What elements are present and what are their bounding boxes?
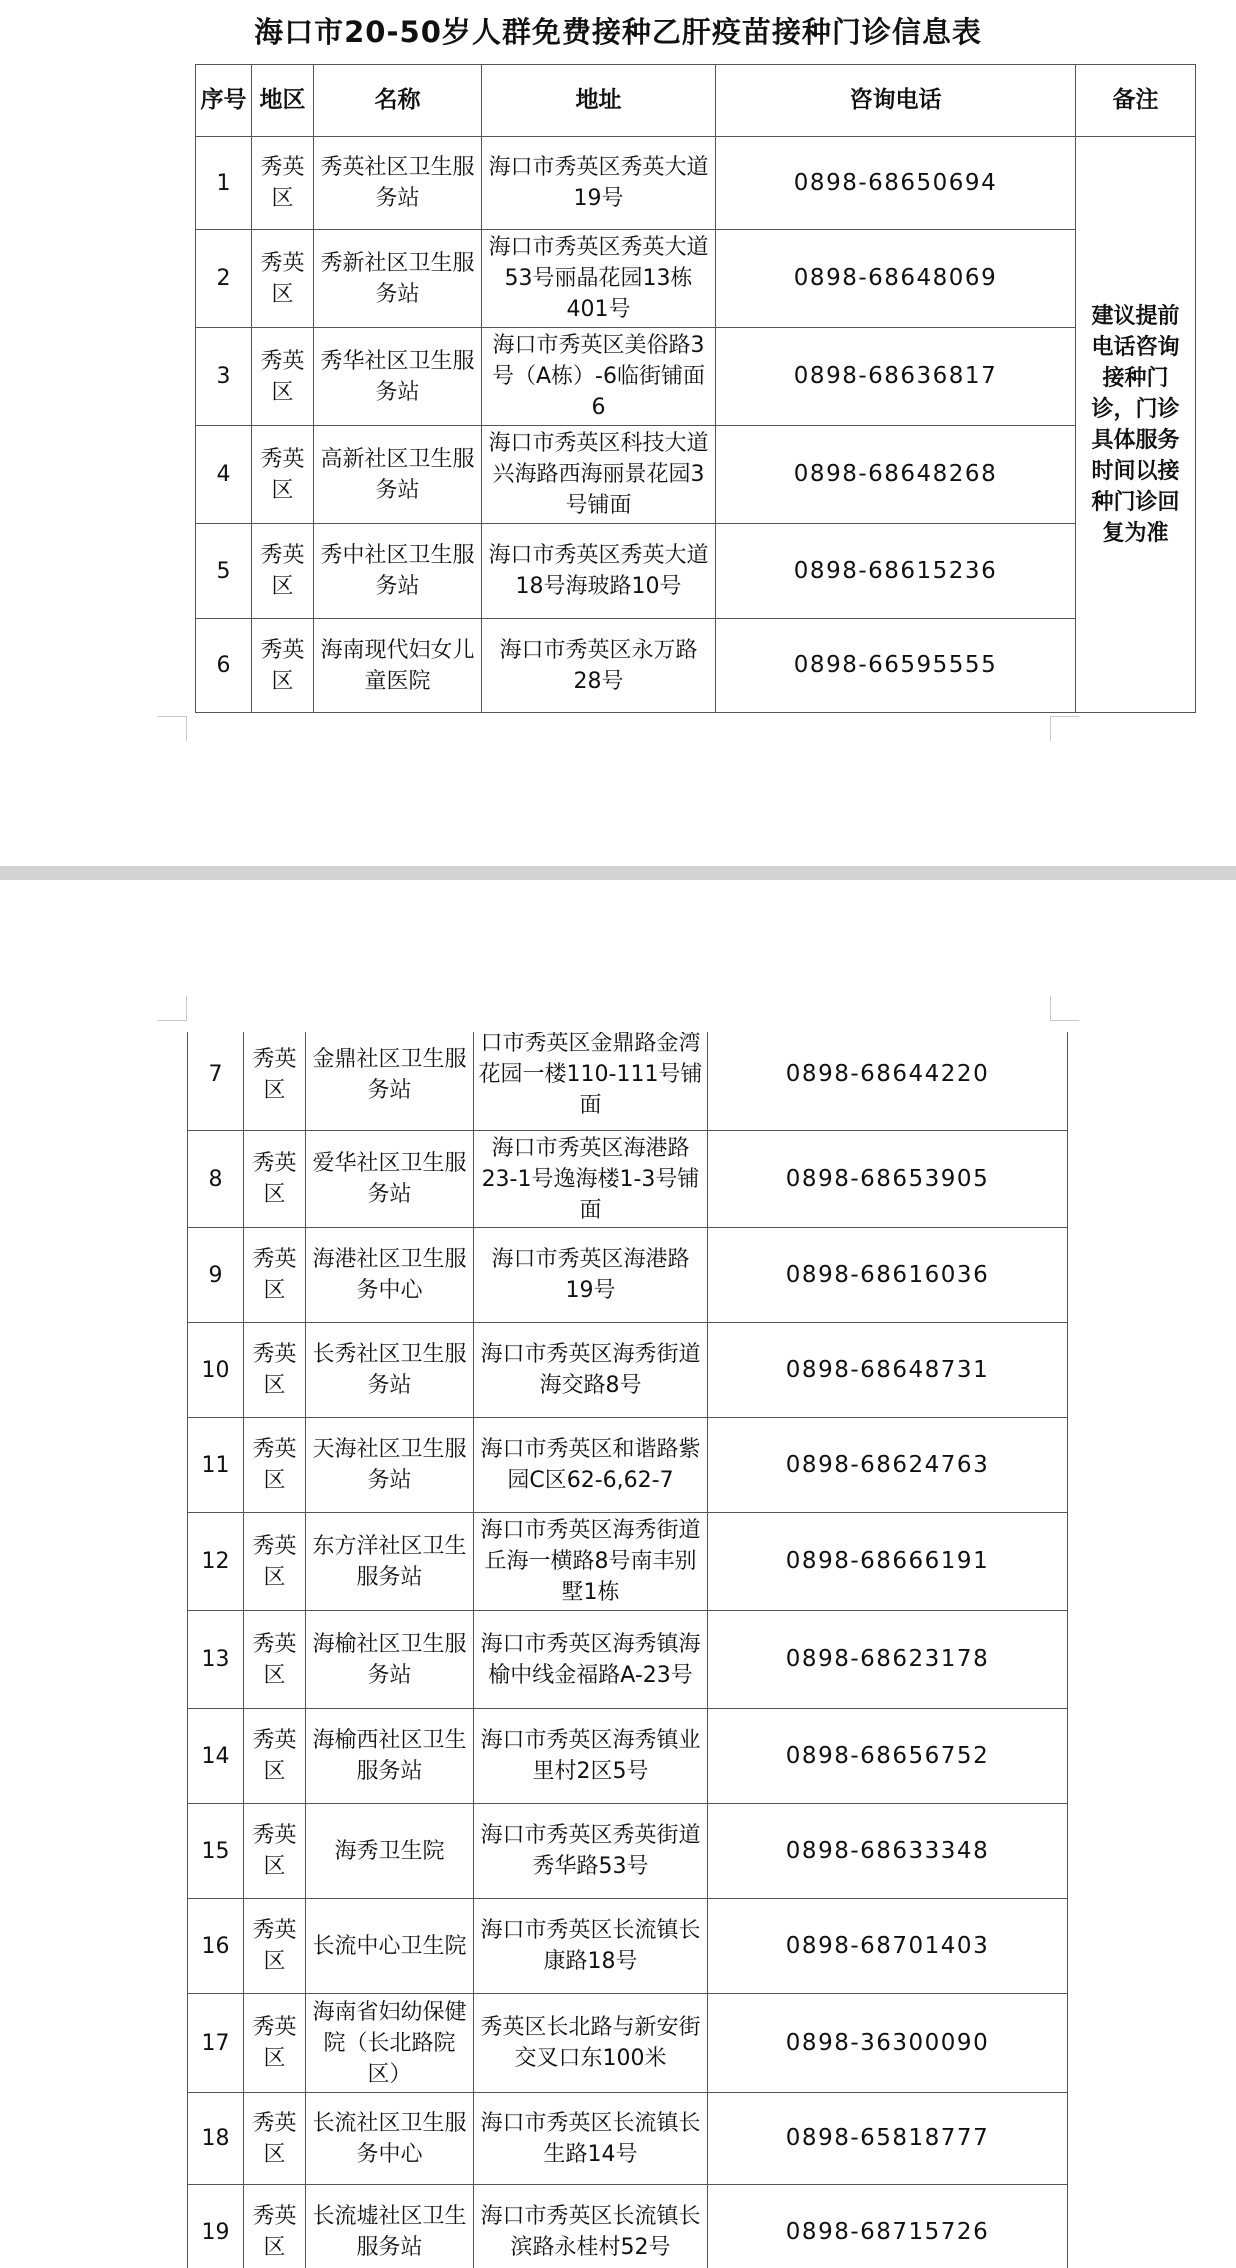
cell-index: 7: [188, 1032, 244, 1131]
table-row: [196, 328, 1196, 426]
cell-index: 10: [188, 1323, 244, 1418]
cell-name: 长流墟社区卫生服务站: [306, 2185, 474, 2268]
cell-name: 长流中心卫生院: [306, 1899, 474, 1994]
cell-address: 海口市秀英区海秀街道海交路8号: [474, 1323, 708, 1418]
table-row: [188, 1611, 1068, 1709]
cell-district: 秀英区: [244, 2093, 306, 2185]
header-note: 备注: [1076, 65, 1196, 137]
cell-address: 海口市秀英区长流镇长康路18号: [474, 1899, 708, 1994]
table-row: [188, 1994, 1068, 2093]
cell-phone: 0898-68648731: [708, 1323, 1068, 1418]
cell-phone: 0898-68623178: [708, 1611, 1068, 1709]
note-cell: 建议提前电话咨询接种门诊，门诊具体服务时间以接种门诊回复为准: [1076, 137, 1196, 713]
document-page-2: [0, 880, 1236, 2268]
header-name: 名称: [314, 65, 482, 137]
cell-address: 海口市秀英区秀英大道53号丽晶花园13栋401号: [482, 230, 716, 328]
cell-address: 海口市秀英区科技大道兴海路西海丽景花园3号铺面: [482, 426, 716, 524]
clinic-table-page-2: [187, 1032, 1068, 2268]
cell-index: 9: [188, 1228, 244, 1323]
cell-phone: 0898-68633348: [708, 1804, 1068, 1899]
cell-name: 海榆西社区卫生服务站: [306, 1709, 474, 1804]
cell-index: 6: [196, 619, 252, 713]
cell-address: 海口市秀英区海秀镇海榆中线金福路A-23号: [474, 1611, 708, 1709]
table-row: [196, 619, 1196, 713]
cell-index: 14: [188, 1709, 244, 1804]
cell-address: 海口市秀英区长流镇长生路14号: [474, 2093, 708, 2185]
table-row: [188, 1228, 1068, 1323]
cell-index: 17: [188, 1994, 244, 2093]
cell-district: 秀英区: [244, 1228, 306, 1323]
cell-name: 金鼎社区卫生服务站: [306, 1032, 474, 1131]
table-row: [188, 2185, 1068, 2268]
cell-phone: 0898-66595555: [716, 619, 1076, 713]
cell-index: 8: [188, 1131, 244, 1228]
table-row: [188, 1709, 1068, 1804]
cell-address: 海口市秀英区永万路28号: [482, 619, 716, 713]
cell-address: 海口市秀英区秀英大道19号: [482, 137, 716, 230]
cell-index: 2: [196, 230, 252, 328]
cell-address: 秀英区长北路与新安街交叉口东100米: [474, 1994, 708, 2093]
page-corner-mark: [1050, 716, 1079, 741]
cell-address: 海口市秀英区长流镇长滨路永桂村52号: [474, 2185, 708, 2268]
page-separator: [0, 866, 1236, 880]
table-continuation-viewport: [0, 1032, 1236, 2268]
header-index: 序号: [196, 65, 252, 137]
cell-name: 高新社区卫生服务站: [314, 426, 482, 524]
table-row: [188, 1804, 1068, 1899]
cell-index: 19: [188, 2185, 244, 2268]
cell-district: 秀英区: [244, 1032, 306, 1131]
table-row: [188, 1032, 1068, 1131]
cell-district: 秀英区: [244, 1804, 306, 1899]
cell-address: 口市秀英区金鼎路金湾花园一楼110-111号铺面: [474, 1032, 708, 1131]
cell-phone: 0898-68624763: [708, 1418, 1068, 1513]
table-row: [188, 2093, 1068, 2185]
cell-index: 1: [196, 137, 252, 230]
cell-phone: 0898-36300090: [708, 1994, 1068, 2093]
cell-phone: 0898-68616036: [708, 1228, 1068, 1323]
cell-phone: 0898-65818777: [708, 2093, 1068, 2185]
cell-district: 秀英区: [244, 1899, 306, 1994]
cell-index: 18: [188, 2093, 244, 2185]
cell-address: 海口市秀英区海港路19号: [474, 1228, 708, 1323]
cell-district: 秀英区: [252, 328, 314, 426]
cell-name: 海秀卫生院: [306, 1804, 474, 1899]
table-row: [188, 1131, 1068, 1228]
cell-address: 海口市秀英区秀英大道18号海玻路10号: [482, 524, 716, 619]
document-page-1: [0, 0, 1236, 866]
cell-index: 12: [188, 1513, 244, 1611]
cell-address: 海口市秀英区海秀街道丘海一横路8号南丰别墅1栋: [474, 1513, 708, 1611]
cell-address: 海口市秀英区秀英街道秀华路53号: [474, 1804, 708, 1899]
cell-phone: 0898-68666191: [708, 1513, 1068, 1611]
cell-district: 秀英区: [252, 230, 314, 328]
cell-district: 秀英区: [244, 1418, 306, 1513]
cell-district: 秀英区: [244, 1709, 306, 1804]
page-corner-mark: [1050, 996, 1079, 1021]
header-district: 地区: [252, 65, 314, 137]
cell-phone: 0898-68648069: [716, 230, 1076, 328]
table-row: [196, 524, 1196, 619]
cell-index: 13: [188, 1611, 244, 1709]
cell-phone: 0898-68701403: [708, 1899, 1068, 1994]
cell-name: 天海社区卫生服务站: [306, 1418, 474, 1513]
cell-phone: 0898-68615236: [716, 524, 1076, 619]
table-row: [196, 137, 1196, 230]
cell-address: 海口市秀英区海港路23-1号逸海楼1-3号铺面: [474, 1131, 708, 1228]
table-row: [196, 230, 1196, 328]
cell-index: 16: [188, 1899, 244, 1994]
cell-phone: 0898-68636817: [716, 328, 1076, 426]
page-corner-mark: [158, 716, 187, 741]
table-row: [188, 1513, 1068, 1611]
cell-name: 海南省妇幼保健院（长北路院区）: [306, 1994, 474, 2093]
cell-phone: 0898-68656752: [708, 1709, 1068, 1804]
cell-index: 4: [196, 426, 252, 524]
cell-index: 5: [196, 524, 252, 619]
cell-phone: 0898-68653905: [708, 1131, 1068, 1228]
cell-name: 爱华社区卫生服务站: [306, 1131, 474, 1228]
cell-district: 秀英区: [244, 1513, 306, 1611]
header-phone: 咨询电话: [716, 65, 1076, 137]
cell-name: 海港社区卫生服务中心: [306, 1228, 474, 1323]
cell-district: 秀英区: [244, 1611, 306, 1709]
cell-name: 秀英社区卫生服务站: [314, 137, 482, 230]
cell-name: 海榆社区卫生服务站: [306, 1611, 474, 1709]
table-header-row: [196, 65, 1196, 137]
cell-name: 秀华社区卫生服务站: [314, 328, 482, 426]
cell-district: 秀英区: [252, 426, 314, 524]
cell-index: 15: [188, 1804, 244, 1899]
cell-name: 长流社区卫生服务中心: [306, 2093, 474, 2185]
cell-district: 秀英区: [244, 2185, 306, 2268]
cell-name: 秀新社区卫生服务站: [314, 230, 482, 328]
cell-name: 东方洋社区卫生服务站: [306, 1513, 474, 1611]
cell-phone: 0898-68650694: [716, 137, 1076, 230]
table-row: [188, 1418, 1068, 1513]
cell-name: 秀中社区卫生服务站: [314, 524, 482, 619]
cell-index: 11: [188, 1418, 244, 1513]
header-address: 地址: [482, 65, 716, 137]
cell-district: 秀英区: [244, 1131, 306, 1228]
cell-district: 秀英区: [244, 1994, 306, 2093]
clinic-table-page-1: [195, 64, 1196, 713]
cell-address: 海口市秀英区美俗路3号（A栋）-6临街铺面6: [482, 328, 716, 426]
cell-address: 海口市秀英区和谐路紫园C区62-6,62-7: [474, 1418, 708, 1513]
page-corner-mark: [158, 996, 187, 1021]
cell-phone: 0898-68648268: [716, 426, 1076, 524]
cell-district: 秀英区: [244, 1323, 306, 1418]
cell-district: 秀英区: [252, 137, 314, 230]
cell-index: 3: [196, 328, 252, 426]
table-row: [188, 1899, 1068, 1994]
cell-name: 长秀社区卫生服务站: [306, 1323, 474, 1418]
cell-district: 秀英区: [252, 524, 314, 619]
table-row: [196, 426, 1196, 524]
cell-phone: 0898-68644220: [708, 1032, 1068, 1131]
cell-phone: 0898-68715726: [708, 2185, 1068, 2268]
page-title: 海口市20-50岁人群免费接种乙肝疫苗接种门诊信息表: [254, 15, 982, 49]
table-row: [188, 1323, 1068, 1418]
cell-address: 海口市秀英区海秀镇业里村2区5号: [474, 1709, 708, 1804]
cell-name: 海南现代妇女儿童医院: [314, 619, 482, 713]
cell-district: 秀英区: [252, 619, 314, 713]
